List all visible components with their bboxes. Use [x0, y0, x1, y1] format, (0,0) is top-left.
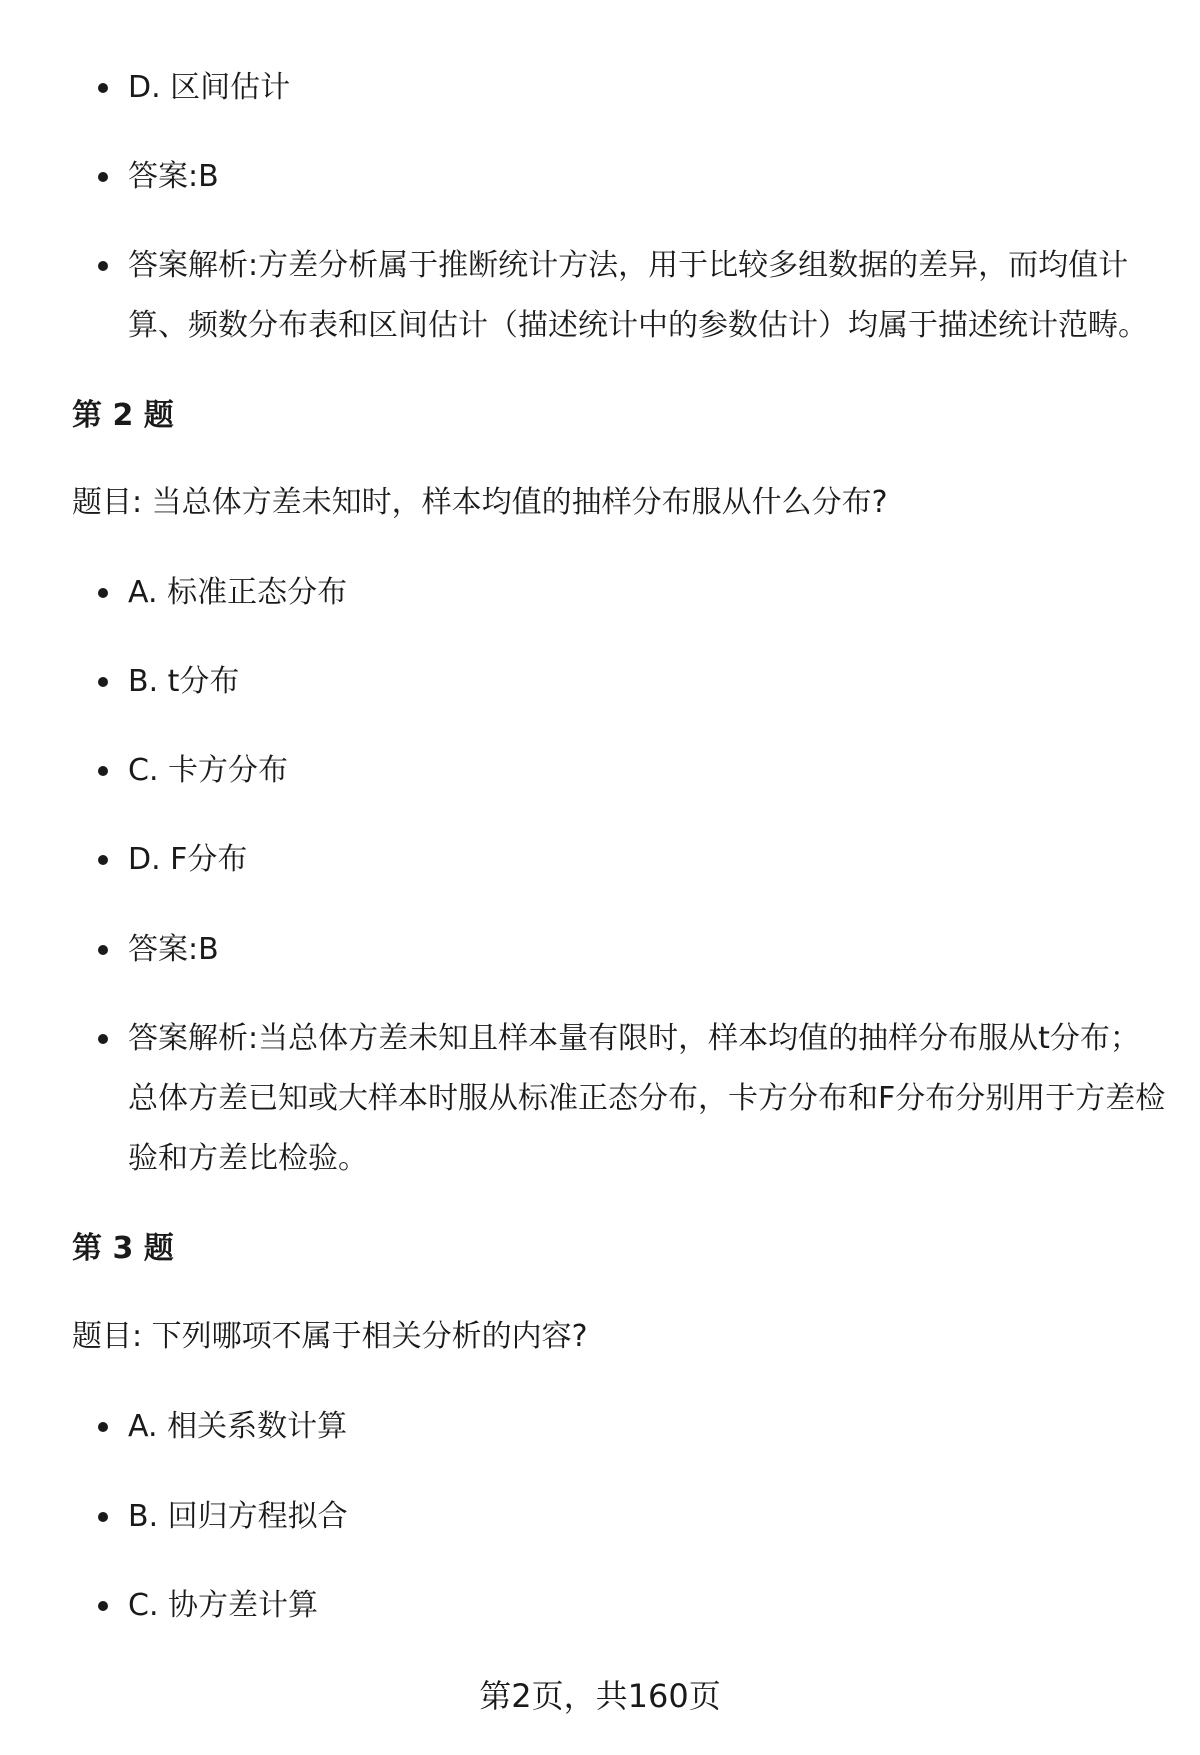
option-text: D. F分布 — [128, 842, 248, 877]
option-text: D. 区间估计 — [128, 70, 291, 105]
page-number: 第2页，共160页 — [479, 1677, 721, 1715]
bullet-icon — [98, 766, 108, 776]
option-item — [98, 652, 1168, 712]
explanation-line: 答案解析:方差分析属于推断统计方法，用于比较多组数据的差异，而均值计 — [128, 248, 1129, 283]
explanation-line: 算、频数分布表和区间估计（描述统计中的参数估计）均属于描述统计范畴。 — [128, 308, 1148, 343]
question-heading: 第 3 题 — [72, 1231, 174, 1266]
option-text: A. 相关系数计算 — [128, 1409, 348, 1444]
option-text: B. 回归方程拟合 — [128, 1499, 348, 1534]
option-text: A. 标准正态分布 — [128, 575, 348, 610]
bullet-icon — [98, 261, 108, 271]
bullet-icon — [98, 1422, 108, 1432]
bullet-icon — [98, 83, 108, 93]
option-item — [98, 563, 1168, 623]
bullet-icon — [98, 588, 108, 598]
option-item — [98, 830, 1168, 890]
bullet-icon — [98, 677, 108, 687]
question-text: 题目: 当总体方差未知时，样本均值的抽样分布服从什么分布? — [72, 485, 888, 520]
question-heading: 第 2 题 — [72, 398, 174, 433]
explanation-line: 验和方差比检验。 — [128, 1141, 368, 1176]
question-text: 题目: 下列哪项不属于相关分析的内容? — [72, 1319, 588, 1354]
explanation-item — [98, 236, 1168, 356]
answer-item — [98, 147, 1168, 207]
option-text: C. 协方差计算 — [128, 1588, 319, 1623]
option-text: C. 卡方分布 — [128, 753, 289, 788]
answer-text: 答案:B — [128, 932, 219, 967]
explanation-line: 答案解析:当总体方差未知且样本量有限时，样本均值的抽样分布服从t分布； — [128, 1021, 1140, 1056]
explanation-line: 总体方差已知或大样本时服从标准正态分布，卡方分布和F分布分别用于方差检 — [128, 1081, 1166, 1116]
bullet-icon — [98, 1601, 108, 1611]
bullet-icon — [98, 1512, 108, 1522]
explanation-item — [98, 1009, 1168, 1189]
option-item — [98, 1487, 1168, 1547]
bullet-icon — [98, 172, 108, 182]
option-text: B. t分布 — [128, 664, 240, 699]
bullet-icon — [98, 1034, 108, 1044]
option-item — [98, 1576, 1168, 1636]
option-item — [98, 741, 1168, 801]
option-item — [98, 1397, 1168, 1457]
bullet-icon — [98, 855, 108, 865]
option-item — [98, 58, 1168, 118]
bullet-icon — [98, 945, 108, 955]
answer-text: 答案:B — [128, 159, 219, 194]
answer-item — [98, 920, 1168, 980]
